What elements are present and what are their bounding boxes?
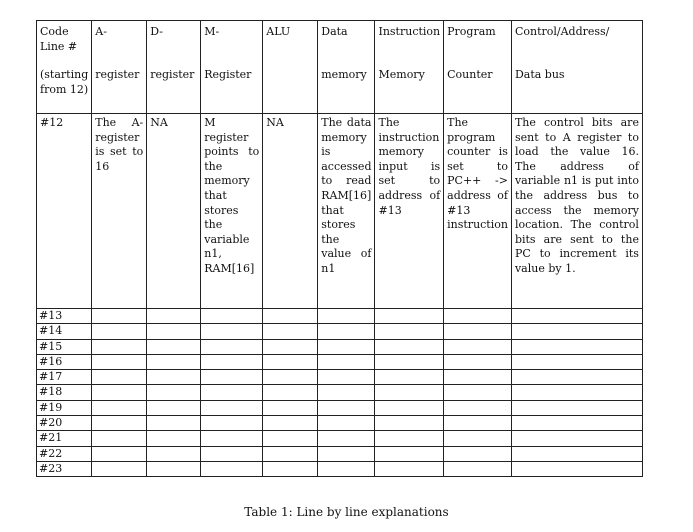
table-row: [37, 339, 643, 354]
empty-cell: [147, 431, 201, 446]
row-code: #19: [37, 400, 92, 415]
header-col-4: [318, 21, 375, 114]
empty-cell: [201, 324, 263, 339]
empty-cell: [201, 446, 263, 461]
table-row: [37, 446, 643, 461]
row-code: #22: [37, 446, 92, 461]
empty-cell: [511, 385, 642, 400]
empty-cell: [92, 324, 147, 339]
header-code-line-title: Code Line #: [40, 25, 78, 53]
empty-cell: [444, 309, 512, 324]
explanation-table: [36, 20, 643, 477]
empty-cell: [201, 354, 263, 369]
empty-cell: [511, 354, 642, 369]
empty-cell: [444, 416, 512, 431]
empty-cell: [263, 354, 318, 369]
header-col-label-top: Data: [321, 25, 348, 38]
empty-cell: [201, 385, 263, 400]
table-caption: Table 1: Line by line explanations: [244, 505, 449, 519]
empty-cell: [375, 431, 444, 446]
empty-cell: [375, 324, 444, 339]
empty-cell: [511, 431, 642, 446]
empty-cell: [92, 446, 147, 461]
empty-cell: [318, 385, 375, 400]
header-col-label-bottom: Memory: [378, 67, 425, 81]
empty-cell: [201, 461, 263, 476]
empty-cell: [444, 339, 512, 354]
empty-cell: [263, 446, 318, 461]
empty-cell: [92, 461, 147, 476]
row-code: #14: [37, 324, 92, 339]
row12-cell-7: The control bits are sent to A register to load the value 16. The address of variable n1 is put into the address bus to access the memory location. The control bits are sent to the PC to increment its value by 1.: [511, 114, 642, 309]
empty-cell: [263, 370, 318, 385]
row12-cell-4: The data memory is accessed to read RAM[16] that stores the value of n1: [318, 114, 375, 309]
header-col-label-bottom: memory: [321, 67, 367, 81]
table-row: [37, 431, 643, 446]
header-col-2: [201, 21, 263, 114]
table-row: [37, 400, 643, 415]
empty-cell: [318, 309, 375, 324]
header-col-label-top: Program: [447, 25, 496, 38]
table-row: [37, 385, 643, 400]
header-code-line-note: (starting from 12): [40, 68, 89, 96]
header-col-label-bottom: Counter: [447, 67, 493, 81]
empty-cell: [92, 431, 147, 446]
empty-cell: [201, 400, 263, 415]
table-row: [37, 416, 643, 431]
empty-cell: [375, 446, 444, 461]
row12-cell-6: The program counter is set to PC++ -> address of #13 instruction: [444, 114, 512, 309]
table-row: [37, 370, 643, 385]
empty-cell: [147, 354, 201, 369]
row-code: #23: [37, 461, 92, 476]
empty-cell: [318, 324, 375, 339]
empty-cell: [201, 339, 263, 354]
row12-cell-3: NA: [263, 114, 318, 309]
empty-cell: [147, 324, 201, 339]
row-code: #16: [37, 354, 92, 369]
empty-cell: [92, 339, 147, 354]
empty-cell: [444, 385, 512, 400]
row12-cell-0: The A-register is set to 16: [92, 114, 147, 309]
empty-cell: [147, 461, 201, 476]
empty-cell: [263, 324, 318, 339]
empty-cell: [92, 385, 147, 400]
empty-cell: [444, 354, 512, 369]
header-col-1: [147, 21, 201, 114]
empty-cell: [263, 385, 318, 400]
empty-cell: [92, 400, 147, 415]
empty-cell: [201, 309, 263, 324]
empty-cell: [201, 370, 263, 385]
row-code: #13: [37, 309, 92, 324]
empty-cell: [147, 400, 201, 415]
row-code: #18: [37, 385, 92, 400]
empty-cell: [375, 370, 444, 385]
empty-cell: [375, 354, 444, 369]
header-col-label-top: ALU: [266, 25, 291, 38]
empty-cell: [511, 370, 642, 385]
empty-cell: [147, 309, 201, 324]
empty-cell: [444, 370, 512, 385]
empty-cell: [375, 461, 444, 476]
row-code: #21: [37, 431, 92, 446]
empty-cell: [147, 416, 201, 431]
header-col-label-bottom: Register: [204, 67, 252, 81]
row12-cell-1: NA: [147, 114, 201, 309]
row-code: #20: [37, 416, 92, 431]
empty-cell: [263, 461, 318, 476]
empty-cell: [511, 446, 642, 461]
table-row-12: [37, 114, 643, 309]
header-col-label-top: Control/Address/: [514, 25, 610, 38]
header-col-3: [263, 21, 318, 114]
header-col-6: [444, 21, 512, 114]
empty-cell: [318, 461, 375, 476]
empty-cell: [318, 370, 375, 385]
empty-cell: [444, 461, 512, 476]
empty-cell: [318, 400, 375, 415]
empty-cell: [263, 339, 318, 354]
empty-cell: [147, 339, 201, 354]
row-code: #15: [37, 339, 92, 354]
empty-cell: [201, 416, 263, 431]
empty-cell: [92, 370, 147, 385]
empty-cell: [375, 385, 444, 400]
empty-cell: [318, 431, 375, 446]
empty-cell: [318, 339, 375, 354]
table-row: [37, 324, 643, 339]
header-code-line: [37, 21, 92, 114]
empty-cell: [263, 431, 318, 446]
header-col-label-bottom: Data bus: [514, 67, 565, 81]
empty-cell: [375, 339, 444, 354]
empty-cell: [511, 461, 642, 476]
empty-cell: [263, 416, 318, 431]
empty-cell: [375, 400, 444, 415]
header-col-5: [375, 21, 444, 114]
empty-cell: [444, 400, 512, 415]
empty-cell: [318, 354, 375, 369]
empty-cell: [201, 431, 263, 446]
header-col-label-bottom: register: [95, 67, 140, 81]
empty-cell: [92, 416, 147, 431]
header-col-label-top: Instruction: [378, 25, 441, 38]
header-col-0: [92, 21, 147, 114]
empty-cell: [263, 400, 318, 415]
header-col-label-top: M-: [204, 25, 220, 38]
empty-cell: [375, 416, 444, 431]
empty-cell: [444, 431, 512, 446]
header-row: [37, 21, 643, 114]
table-row: [37, 461, 643, 476]
empty-cell: [375, 309, 444, 324]
table-row: [37, 354, 643, 369]
empty-cell: [444, 324, 512, 339]
empty-cell: [318, 416, 375, 431]
empty-cell: [92, 309, 147, 324]
empty-cell: [318, 446, 375, 461]
header-col-label-top: D-: [150, 25, 163, 38]
empty-cell: [147, 446, 201, 461]
empty-cell: [263, 309, 318, 324]
empty-cell: [147, 385, 201, 400]
empty-cell: [511, 324, 642, 339]
table-row: [37, 309, 643, 324]
header-col-label-bottom: register: [150, 67, 195, 81]
empty-cell: [511, 339, 642, 354]
row12-code: #12: [37, 114, 92, 309]
header-col-7: [511, 21, 642, 114]
empty-cell: [511, 309, 642, 324]
empty-cell: [444, 446, 512, 461]
empty-cell: [511, 416, 642, 431]
empty-cell: [511, 400, 642, 415]
row12-cell-2: M register points to the memory that stores the variable n1, RAM[16]: [201, 114, 263, 309]
empty-cell: [92, 354, 147, 369]
table-body: [37, 21, 643, 477]
empty-cell: [147, 370, 201, 385]
header-col-label-top: A-: [95, 25, 107, 38]
row12-cell-5: The instruction memory input is set to address of #13: [375, 114, 444, 309]
row-code: #17: [37, 370, 92, 385]
